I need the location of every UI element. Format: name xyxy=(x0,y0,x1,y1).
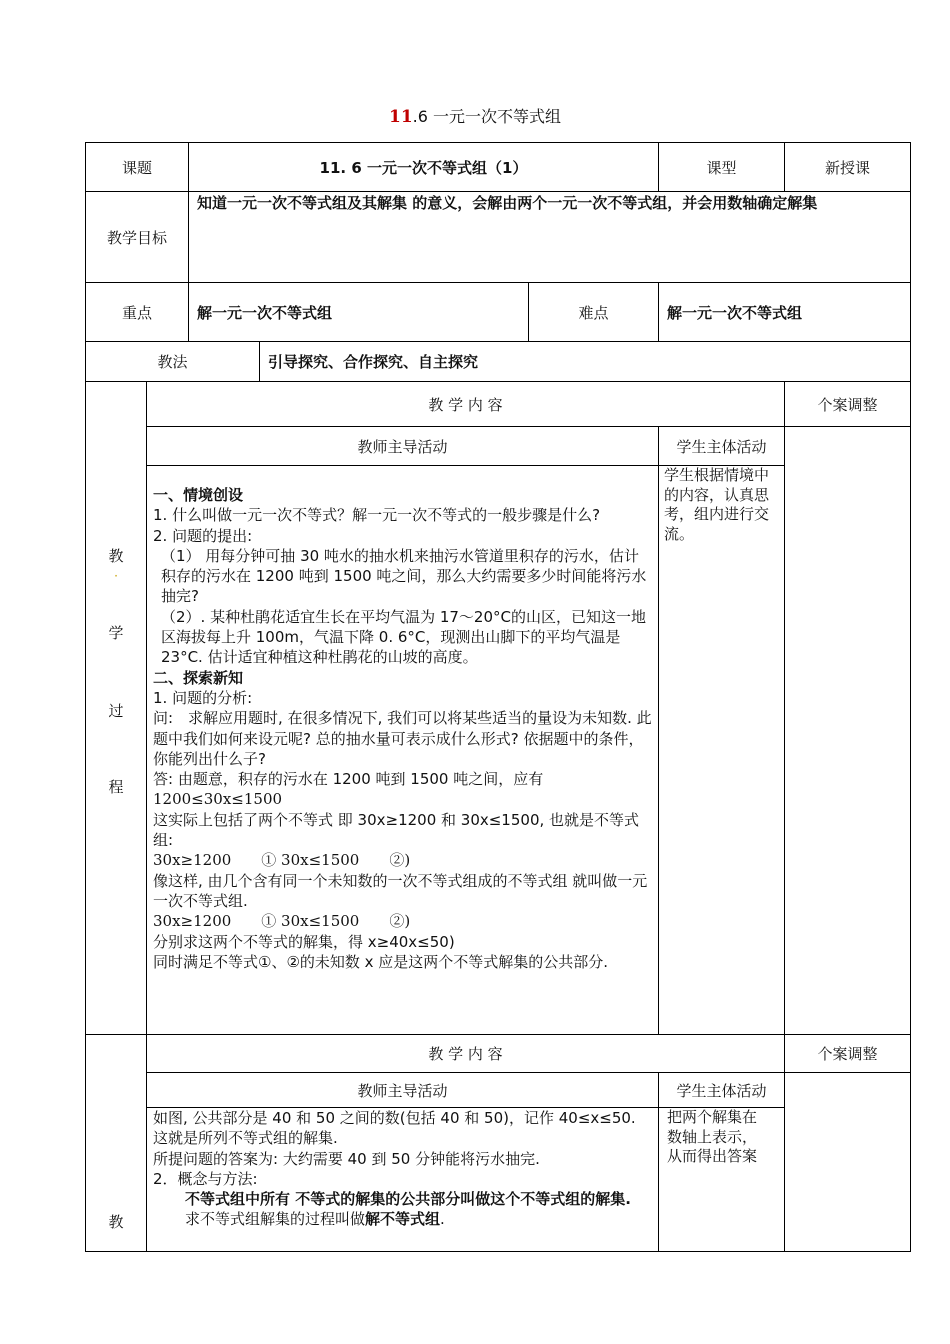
text-line: 答: 由题意，积存的污水在 1200 吨到 1500 吨之间，应有 xyxy=(153,770,544,789)
text-line: 问: 求解应用题时, 在很多情况下, 我们可以将某些适当的量设为未知数. 此题中我们如何来设元呢? 总的抽水量可表示成什么形式? 依据题中的条件，你能列出什么子? xyxy=(153,709,652,768)
type-value: 新授课 xyxy=(784,142,911,192)
text-segment: . xyxy=(440,1210,445,1229)
decorative-dot: · xyxy=(114,569,118,583)
text-line xyxy=(153,1209,652,1229)
text-line: 1. 问题的分析: xyxy=(153,688,253,707)
topic-label: 课题 xyxy=(85,142,189,192)
text-line: （1） 用每分钟可抽 30 吨水的抽水机来抽污水管道里积存的污水，估计积存的污水在 1200 吨到 1500 吨之间，那么大约需要多少时间能将污水抽完? xyxy=(161,546,647,606)
method-value: 引导探究、合作探究、自主探究 xyxy=(259,341,911,382)
side-char: 教 xyxy=(108,1213,124,1231)
adjust-cell-2 xyxy=(784,1072,911,1252)
text-line: 分别求这两个不等式的解集，得 x≥40x≤50) xyxy=(153,932,455,951)
text-line: 30x≥1200 ① 30x≤1500 ②) xyxy=(153,851,411,870)
text-line: 这实际上包括了两个不等式 即 30x≥1200 和 30x≤1500, 也就是不等式组: xyxy=(153,810,640,850)
text-line: 30x≥1200 ① 30x≤1500 ②) xyxy=(153,912,411,931)
key-value: 解一元一次不等式组 xyxy=(188,282,529,342)
difficulty-value: 解一元一次不等式组 xyxy=(658,282,911,342)
student-activity-2 xyxy=(658,1107,785,1252)
text-line: 流。 xyxy=(664,524,695,543)
method-label: 教法 xyxy=(85,341,260,382)
process2-side-label xyxy=(85,1034,147,1252)
text-line: 2. 问题的提出: xyxy=(153,526,253,545)
teacher-header: 教师主导活动 xyxy=(146,426,659,466)
student-activity xyxy=(658,465,785,1035)
side-char: 程 xyxy=(108,778,124,796)
side-char: 过 xyxy=(108,702,124,720)
goal-label: 教学目标 xyxy=(85,191,189,283)
teacher-header-2: 教师主导活动 xyxy=(146,1072,659,1108)
adjust-cell xyxy=(784,426,911,1035)
text-line: 从而得出答案 xyxy=(667,1147,758,1165)
text-line: 所提问题的答案为: 大约需要 40 到 50 分钟能将污水抽完. xyxy=(153,1149,540,1168)
text-line: 数轴上表示， xyxy=(667,1127,758,1146)
content-header-2: 教 学 内 容 xyxy=(146,1034,785,1073)
teacher-activity xyxy=(146,465,659,1035)
page-title-text: .6 一元一次不等式组 xyxy=(412,107,562,126)
text-line: （2）. 某种杜鹃花适宜生长在平均气温为 17～20°C的山区，已知这一地区海拔每上升 100m，气温下降 0. 6°C，现测出山脚下的平均气温是 23°C. 估计适宜种植这种杜鹃花的山坡的高度。 xyxy=(161,607,646,667)
adjust-header-2: 个案调整 xyxy=(784,1034,911,1073)
student-header: 学生主体活动 xyxy=(658,426,785,466)
text-line: 的内容，认真思 xyxy=(664,485,770,504)
text-segment: 求不等式组解集的过程叫做 xyxy=(185,1210,366,1229)
text-line: 像这样, 由几个含有同一个未知数的一次不等式组成的不等式组 就叫做一元一次不等式组. xyxy=(153,871,648,910)
process-side-label xyxy=(85,381,147,1035)
student-header-2: 学生主体活动 xyxy=(658,1072,785,1108)
content-header: 教 学 内 容 xyxy=(146,381,785,427)
text-line: 如图, 公共部分是 40 和 50 之间的数(包括 40 和 50)，记作 40≤x≤50. 这就是所列不等式组的解集. xyxy=(153,1109,636,1148)
text-line: 二、探索新知 xyxy=(153,668,244,687)
type-label: 课型 xyxy=(658,142,785,192)
goal-value: 知道一元一次不等式组及其解集 的意义，会解由两个一元一次不等式组，并会用数轴确定解集 xyxy=(188,191,911,283)
text-line: 1200≤30x≤1500 xyxy=(153,790,283,809)
adjust-header: 个案调整 xyxy=(784,381,911,427)
text-line: 考，组内进行交 xyxy=(664,505,770,523)
text-line: 不等式组中所有 不等式的解集的公共部分叫做这个不等式组的解集. xyxy=(185,1190,631,1209)
side-char: 学 xyxy=(108,624,124,642)
text-line: 把两个解集在 xyxy=(667,1108,758,1126)
page-title xyxy=(0,106,950,128)
teacher-activity-2 xyxy=(146,1107,659,1252)
side-char: 教 xyxy=(108,547,124,565)
difficulty-label: 难点 xyxy=(528,282,659,342)
text-line: 一、情境创设 xyxy=(153,486,244,504)
text-segment-bold: 解不等式组 xyxy=(365,1210,441,1229)
text-line: 1. 什么叫做一元一次不等式？解一元一次不等式的一般步骤是什么? xyxy=(153,506,601,525)
topic-value: 11. 6 一元一次不等式组（1） xyxy=(188,142,659,192)
text-line: 同时满足不等式①、②的未知数 x 应是这两个不等式解集的公共部分. xyxy=(153,952,609,971)
text-line: 2．概念与方法: xyxy=(153,1169,258,1188)
text-line: 学生根据情境中 xyxy=(664,466,770,484)
key-label: 重点 xyxy=(85,282,189,342)
page-title-number: 11 xyxy=(388,107,413,127)
